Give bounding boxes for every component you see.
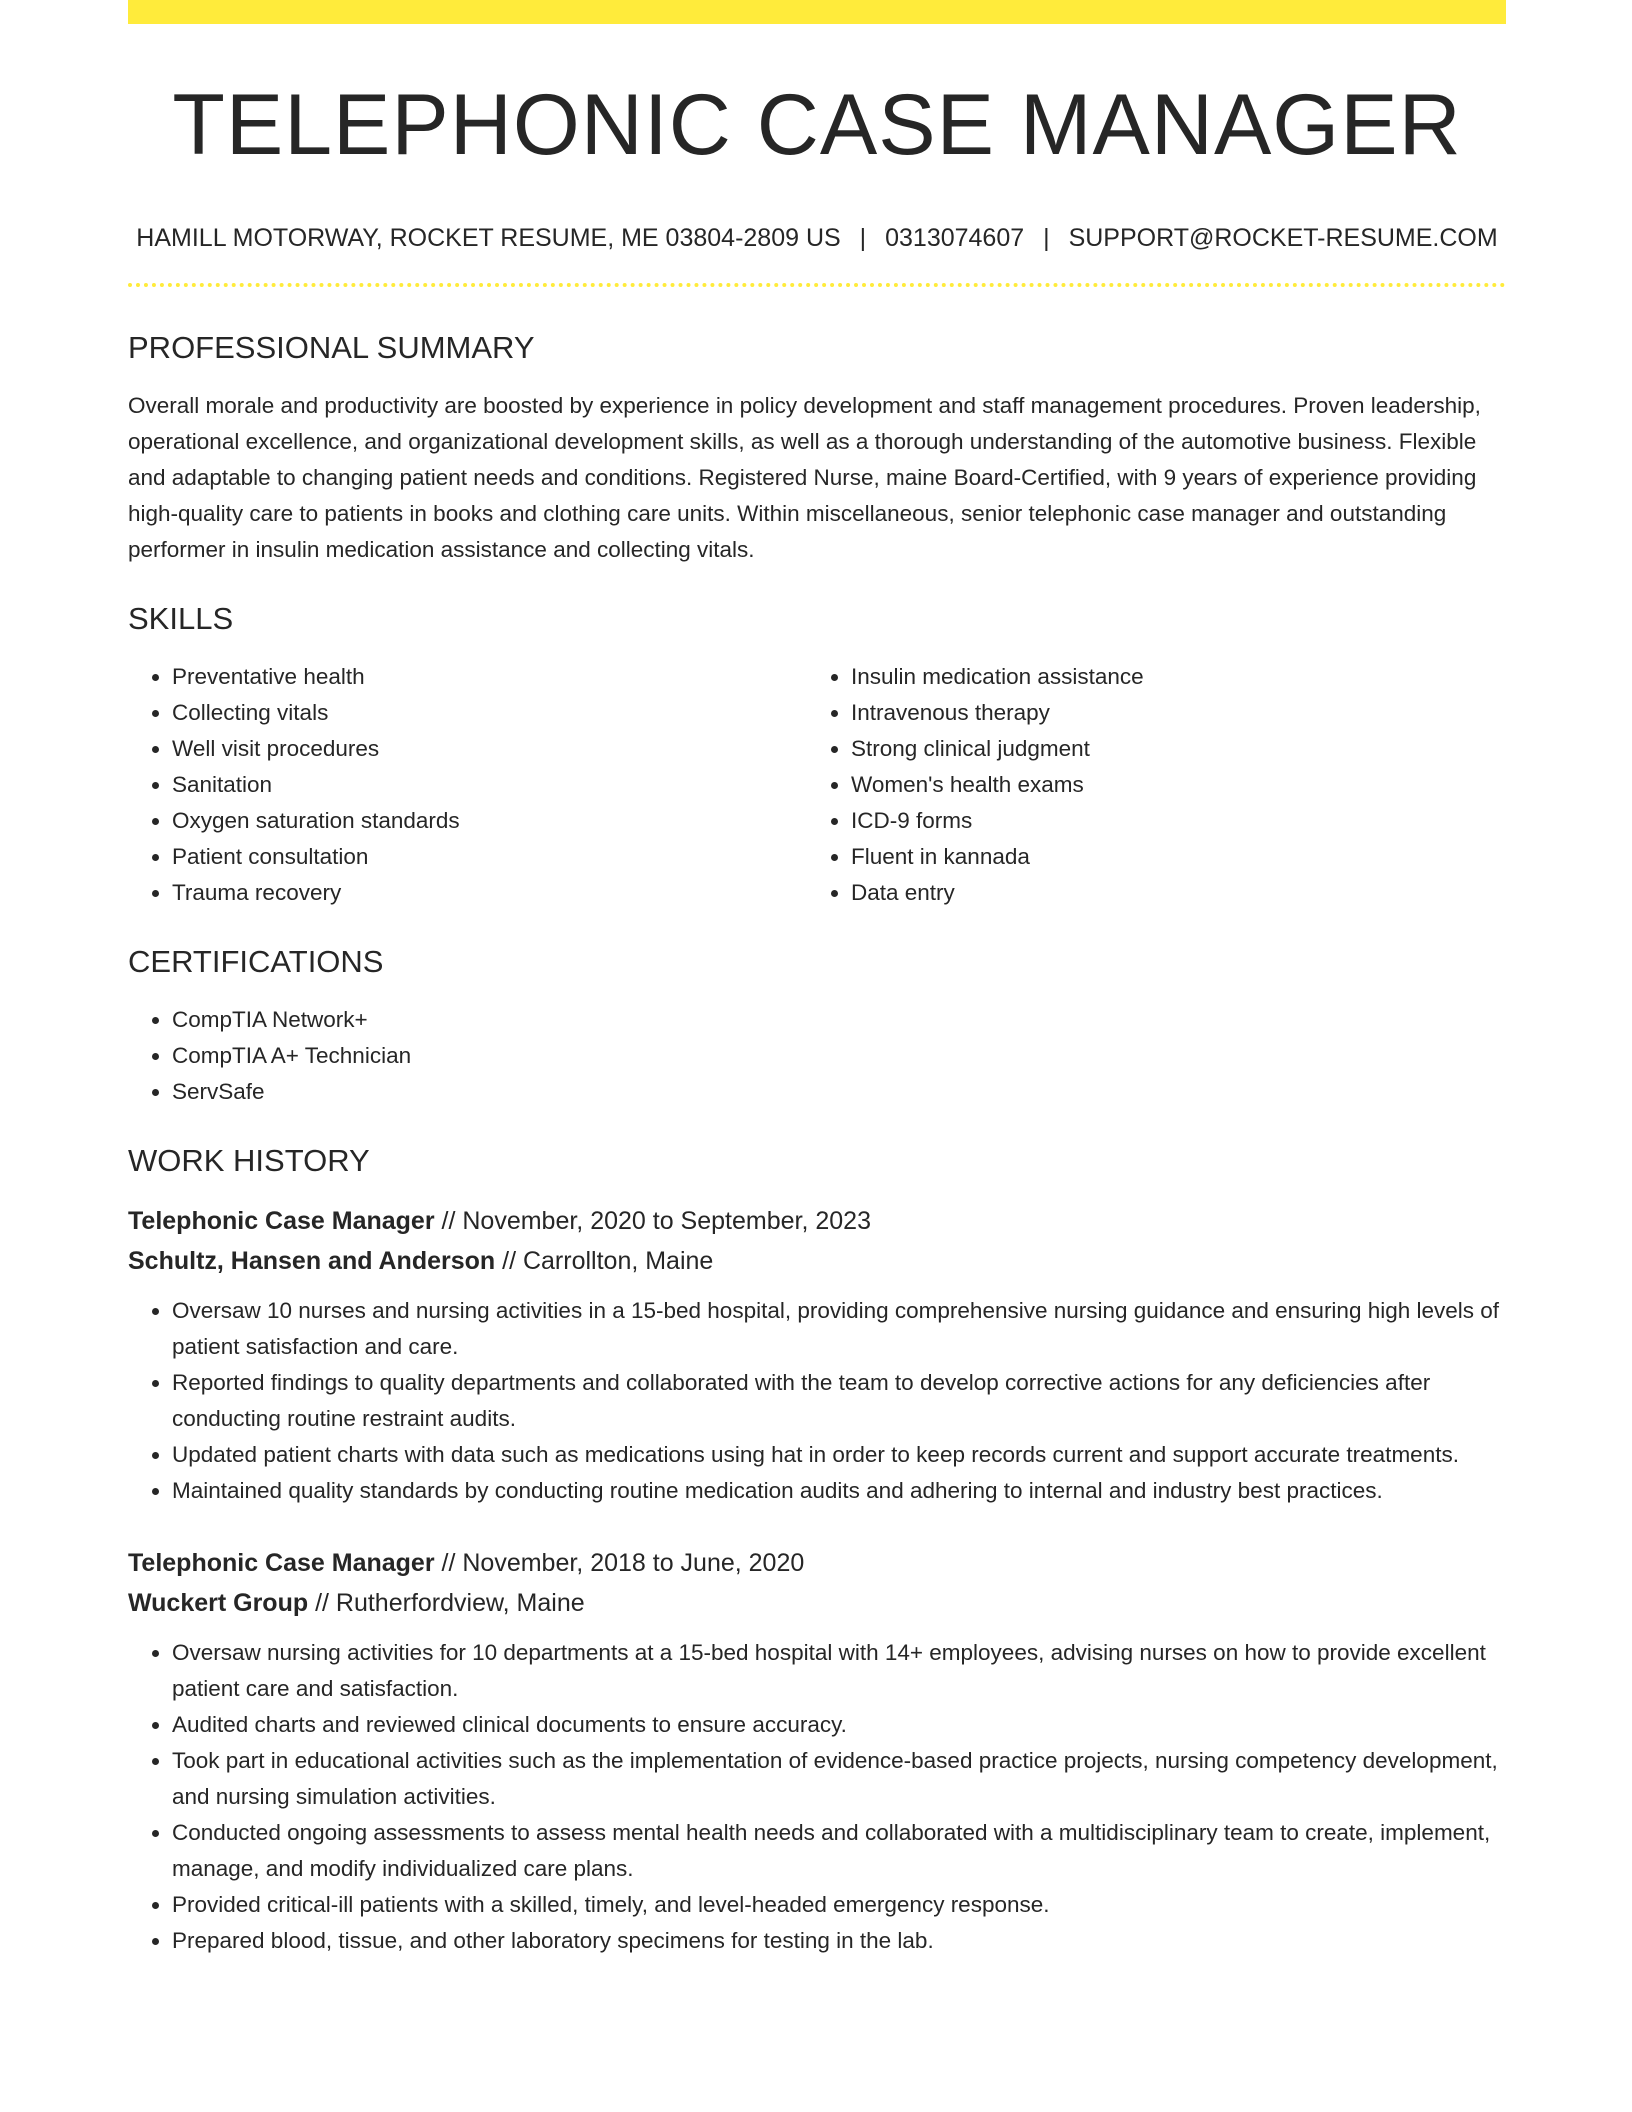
skill-item: • Data entry	[851, 875, 1486, 911]
job-bullet: • Updated patient charts with data such as medications using hat in order to keep records current and support accurate treatments.	[172, 1437, 1506, 1473]
contact-separator: |	[859, 223, 867, 252]
resume-page	[128, 0, 1506, 1959]
job-bullets	[128, 1293, 1506, 1509]
contact-phone: 0313074607	[885, 223, 1025, 252]
job-bullet: • Audited charts and reviewed clinical documents to ensure accuracy.	[172, 1707, 1506, 1743]
job-bullets	[128, 1635, 1506, 1959]
job-bullet: • Oversaw nursing activities for 10 departments at a 15-bed hospital with 14+ employees, advising nurses on how to provide excellent patient care and satisfaction.	[172, 1635, 1506, 1707]
contact-separator: |	[1043, 223, 1050, 252]
job-bullet: • Reported findings to quality departments and collaborated with the team to develop corrective actions for any deficiencies after conducting routine restraint audits.	[172, 1365, 1506, 1437]
dotted-divider	[128, 283, 1506, 287]
certifications-heading: CERTIFICATIONS	[128, 943, 384, 979]
work-history-heading: WORK HISTORY	[128, 1143, 370, 1179]
job-company-line	[128, 1241, 1506, 1281]
skills-list-right	[807, 659, 1486, 911]
certifications-list	[128, 1002, 1506, 1110]
skill-item: • Women's health exams	[851, 767, 1486, 803]
skill-item: • Strong clinical judgment	[851, 731, 1486, 767]
job-entry	[128, 1201, 1506, 1509]
skills-heading: SKILLS	[128, 600, 234, 636]
skills-list-left	[128, 659, 807, 911]
resume-name-heading: TELEPHONIC CASE MANAGER	[172, 77, 1462, 173]
job-company: Schultz, Hansen and Anderson	[128, 1247, 496, 1276]
job-location: // Rutherfordview, Maine	[308, 1589, 585, 1618]
job-company: Wuckert Group	[128, 1589, 309, 1618]
job-title: Telephonic Case Manager	[128, 1207, 435, 1236]
job-title-line	[128, 1201, 1506, 1241]
job-bullet: • Conducted ongoing assessments to assess mental health needs and collaborated with a multidisciplinary team to create, implement, manage, and modify individualized care plans.	[172, 1815, 1506, 1887]
job-company-line	[128, 1583, 1506, 1623]
summary-text: Overall morale and productivity are boosted by experience in policy development and staff management procedures. Proven leadership, operational excellence, and organizational development skills, as well as a thorough understanding of the automotive business. Flexible and adaptable to changing patient needs and conditions. Registered Nurse, maine Board-Certified, with 9 years of experience providing high-quality care to patients in books and clothing care units. Within miscellaneous, senior telephonic case manager and outstanding performer in insulin medication assistance and collecting vitals.	[128, 392, 1481, 562]
skill-item: • Sanitation	[172, 767, 807, 803]
contact-address: HAMILL MOTORWAY, ROCKET RESUME, ME 03804-2809 US	[136, 223, 841, 252]
certification-item: • CompTIA A+ Technician	[172, 1038, 1506, 1074]
skill-item: • Well visit procedures	[172, 731, 807, 767]
skill-item: • ICD-9 forms	[851, 803, 1486, 839]
skill-item: • Preventative health	[172, 659, 807, 695]
skill-item: • Fluent in kannada	[851, 839, 1486, 875]
skill-item: • Intravenous therapy	[851, 695, 1486, 731]
skill-item: • Patient consultation	[172, 839, 807, 875]
job-bullet: • Maintained quality standards by conducting routine medication audits and adhering to internal and industry best practices.	[172, 1473, 1506, 1509]
certification-item: • ServSafe	[172, 1074, 1506, 1110]
job-bullet: • Oversaw 10 nurses and nursing activities in a 15-bed hospital, providing comprehensive nursing guidance and ensuring high levels of patient satisfaction and care.	[172, 1293, 1506, 1365]
skill-item: • Insulin medication assistance	[851, 659, 1486, 695]
certification-item: • CompTIA Network+	[172, 1002, 1506, 1038]
skill-item: • Trauma recovery	[172, 875, 807, 911]
job-title-line	[128, 1543, 1506, 1583]
job-dates: // November, 2018 to June, 2020	[434, 1549, 805, 1578]
job-bullet: • Provided critical-ill patients with a skilled, timely, and level-headed emergency response.	[172, 1887, 1506, 1923]
job-dates: // November, 2020 to September, 2023	[434, 1207, 871, 1236]
job-location: // Carrollton, Maine	[495, 1247, 714, 1276]
contact-line	[128, 223, 1506, 253]
skill-item: • Oxygen saturation standards	[172, 803, 807, 839]
skill-item: • Collecting vitals	[172, 695, 807, 731]
job-bullet: • Prepared blood, tissue, and other laboratory specimens for testing in the lab.	[172, 1923, 1506, 1959]
accent-top-bar	[128, 0, 1506, 24]
job-bullet: • Took part in educational activities such as the implementation of evidence-based practice projects, nursing competency development, and nursing simulation activities.	[172, 1743, 1506, 1815]
contact-email: SUPPORT@ROCKET-RESUME.COM	[1068, 223, 1498, 252]
job-entry	[128, 1543, 1506, 1959]
job-title: Telephonic Case Manager	[128, 1549, 435, 1578]
summary-heading: PROFESSIONAL SUMMARY	[128, 329, 535, 365]
skills-columns	[128, 659, 1506, 911]
